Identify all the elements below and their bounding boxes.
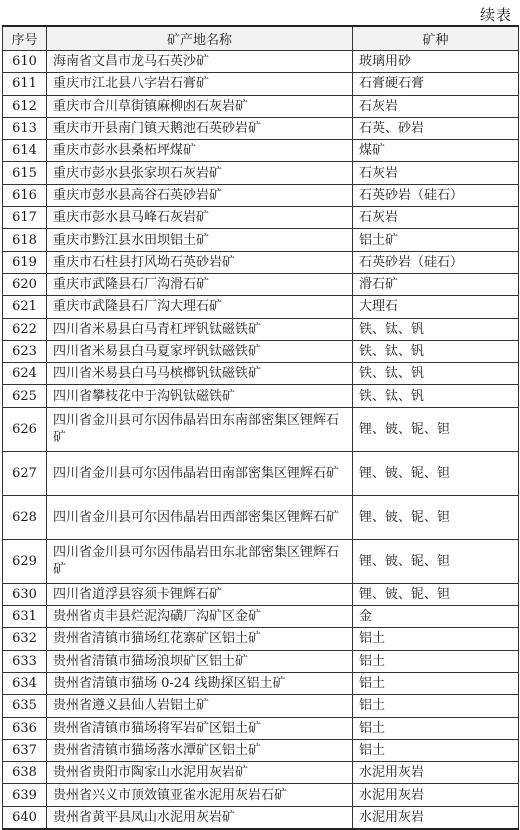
row-number: 612 [3,95,47,117]
row-number: 626 [3,407,47,451]
row-mineral: 水泥用灰岩 [353,806,519,829]
row-site-name: 四川省金川县可尔因伟晶岩田南部密集区锂辉石矿 [47,451,353,495]
table-row [3,162,519,184]
row-number: 635 [3,695,47,717]
row-site-name: 贵州省清镇市猫场将军岩矿区铝土矿 [47,717,353,739]
row-mineral: 石灰岩 [353,95,519,117]
row-mineral: 锂、铍、铌、钽 [353,495,519,539]
row-mineral: 锂、铍、铌、钽 [353,583,519,605]
row-number: 623 [3,340,47,362]
row-number: 624 [3,363,47,385]
table-row [3,117,519,139]
row-mineral: 铝土 [353,717,519,739]
row-number: 610 [3,51,47,73]
row-site-name: 重庆市彭水县张家坝石灰岩矿 [47,162,353,184]
row-number: 614 [3,140,47,162]
table-row [3,583,519,605]
header-number: 序号 [3,26,47,51]
row-site-name: 四川省米易县白马青杠坪钒钛磁铁矿 [47,318,353,340]
row-mineral: 铝土 [353,695,519,717]
row-site-name: 四川省道浮县容须卡锂辉石矿 [47,583,353,605]
table-row [3,451,519,495]
row-number: 628 [3,495,47,539]
row-site-name: 贵州省清镇市猫场红花寨矿区铝土矿 [47,628,353,650]
table-row [3,385,519,407]
header-site-name: 矿产地名称 [47,26,353,51]
row-site-name: 四川省金川县可尔因伟晶岩田东南部密集区锂辉石矿 [47,407,353,451]
row-site-name: 重庆市武隆县石厂沟大理石矿 [47,296,353,318]
row-site-name: 重庆市彭水县高谷石英砂岩矿 [47,184,353,206]
row-number: 617 [3,207,47,229]
table-row [3,739,519,761]
row-site-name: 海南省文昌市龙马石英沙矿 [47,51,353,73]
row-number: 639 [3,784,47,806]
row-number: 611 [3,73,47,95]
row-site-name: 重庆市合川草街镇麻柳凼石灰岩矿 [47,95,353,117]
row-mineral: 滑石矿 [353,273,519,295]
table-row [3,695,519,717]
row-mineral: 铝土 [353,628,519,650]
table-row [3,717,519,739]
row-mineral: 铝土 [353,672,519,694]
row-site-name: 重庆市彭水县马峰石灰岩矿 [47,207,353,229]
row-number: 634 [3,672,47,694]
row-site-name: 四川省金川县可尔因伟晶岩田西部密集区锂辉石矿 [47,495,353,539]
table-row [3,296,519,318]
row-mineral: 金 [353,606,519,628]
row-mineral: 铁、钛、钒 [353,318,519,340]
row-site-name: 四川省金川县可尔因伟晶岩田东北部密集区锂辉石矿 [47,539,353,583]
table-row [3,606,519,628]
row-site-name: 贵州省遵义县仙人岩铝土矿 [47,695,353,717]
row-mineral: 铝土 [353,739,519,761]
table-row [3,628,519,650]
row-site-name: 贵州省贞丰县烂泥沟磺厂沟矿区金矿 [47,606,353,628]
row-mineral: 铁、钛、钒 [353,340,519,362]
row-mineral: 水泥用灰岩 [353,784,519,806]
table-row [3,672,519,694]
row-site-name: 重庆市开县南门镇天鹅池石英砂岩矿 [47,117,353,139]
row-number: 621 [3,296,47,318]
table-row [3,273,519,295]
table-row [3,51,519,73]
row-mineral: 石灰岩 [353,207,519,229]
row-site-name: 重庆市石柱县打风坳石英砂岩矿 [47,251,353,273]
table-row [3,251,519,273]
row-site-name: 贵州省清镇市猫场 0-24 线勘探区铝土矿 [47,672,353,694]
row-number: 638 [3,762,47,784]
table-row [3,340,519,362]
row-number: 619 [3,251,47,273]
row-mineral: 水泥用灰岩 [353,762,519,784]
row-number: 637 [3,739,47,761]
row-site-name: 四川省攀枝花中于沟钒钛磁铁矿 [47,385,353,407]
row-number: 640 [3,806,47,829]
row-mineral: 大理石 [353,296,519,318]
row-number: 615 [3,162,47,184]
continued-label: 续表 [479,6,512,24]
table-body [3,51,519,830]
row-site-name: 贵州省清镇市猫场落水潭矿区铝土矿 [47,739,353,761]
row-number: 632 [3,628,47,650]
row-number: 631 [3,606,47,628]
table-row [3,73,519,95]
table-row [3,407,519,451]
table-header [3,26,519,51]
row-number: 613 [3,117,47,139]
row-site-name: 重庆市江北县八字岩石膏矿 [47,73,353,95]
row-site-name: 贵州省兴义市顶效镇亚雀水泥用灰岩石矿 [47,784,353,806]
table-row [3,495,519,539]
row-mineral: 铝土矿 [353,229,519,251]
table-row [3,318,519,340]
row-site-name: 贵州省黄平县凤山水泥用灰岩矿 [47,806,353,829]
row-number: 636 [3,717,47,739]
row-mineral: 锂、铍、铌、钽 [353,539,519,583]
row-mineral: 铁、钛、钒 [353,363,519,385]
table-row [3,207,519,229]
table-row [3,784,519,806]
row-mineral: 锂、铍、铌、钽 [353,451,519,495]
row-site-name: 重庆市彭水县桑柘坪煤矿 [47,140,353,162]
row-number: 622 [3,318,47,340]
row-mineral: 石灰岩 [353,162,519,184]
row-number: 618 [3,229,47,251]
row-site-name: 贵州省清镇市猫场浪坝矿区铝土矿 [47,650,353,672]
table-row [3,184,519,206]
table-row [3,806,519,829]
table-row [3,229,519,251]
mineral-sites-table [2,25,519,830]
row-number: 633 [3,650,47,672]
row-mineral: 石英砂岩（硅石） [353,184,519,206]
row-site-name: 贵州省贵阳市陶家山水泥用灰岩矿 [47,762,353,784]
row-number: 627 [3,451,47,495]
row-site-name: 四川省米易县白马马槟榔钒钛磁铁矿 [47,363,353,385]
row-number: 620 [3,273,47,295]
table-row [3,650,519,672]
row-site-name: 重庆市黔江县水田坝铝土矿 [47,229,353,251]
row-mineral: 煤矿 [353,140,519,162]
table-row [3,95,519,117]
row-mineral: 石英砂岩（硅石） [353,251,519,273]
row-mineral: 锂、铍、铌、钽 [353,407,519,451]
row-number: 629 [3,539,47,583]
row-mineral: 玻璃用砂 [353,51,519,73]
row-mineral: 石英、砂岩 [353,117,519,139]
row-number: 616 [3,184,47,206]
table-row [3,363,519,385]
header-mineral: 矿种 [353,26,519,51]
table-row [3,539,519,583]
table-row [3,140,519,162]
row-site-name: 四川省米易县白马夏家坪钒钛磁铁矿 [47,340,353,362]
header-row [3,26,519,51]
row-site-name: 重庆市武隆县石厂沟滑石矿 [47,273,353,295]
row-number: 630 [3,583,47,605]
table-row [3,762,519,784]
row-number: 625 [3,385,47,407]
row-mineral: 石膏硬石膏 [353,73,519,95]
row-mineral: 铁、钛、钒 [353,385,519,407]
row-mineral: 铝土 [353,650,519,672]
